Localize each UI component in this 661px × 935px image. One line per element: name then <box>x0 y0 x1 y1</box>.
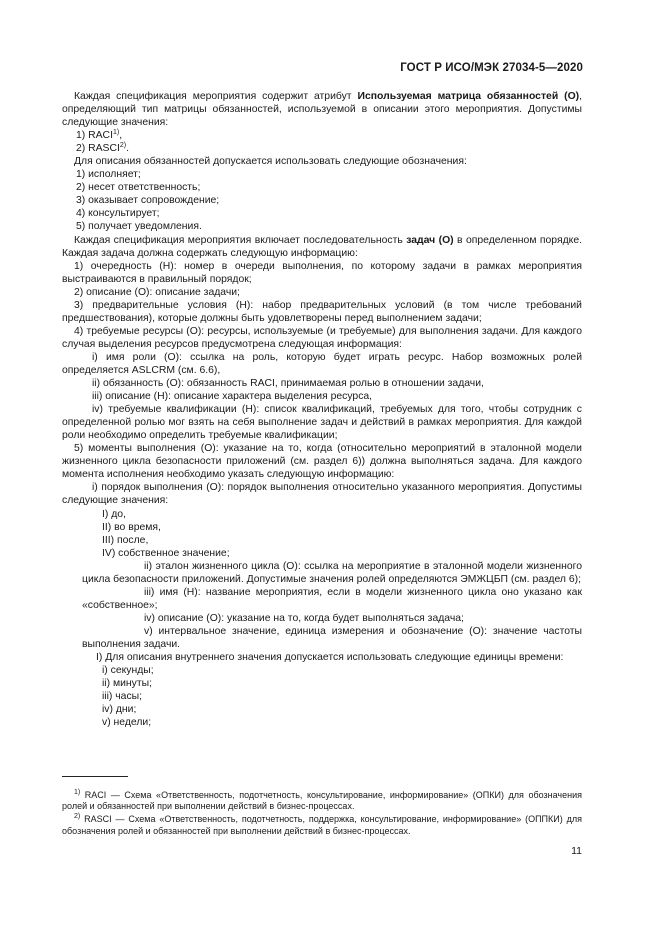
list-item: 3) оказывает сопровождение; <box>76 195 220 207</box>
list-item: iv) дни; <box>102 704 137 716</box>
list-item: v) недели; <box>102 717 152 729</box>
list-item: 2) RASCI$^{2)}$. <box>76 142 130 155</box>
list-item: 1) исполняет; <box>76 169 141 181</box>
list-item: 2) описание (О): описание задачи; <box>74 286 240 298</box>
paragraph-tasks: Каждая спецификация мероприятия включает последовательность задач (О) в определенном порядке. Каждая задача должна содержать следующую информацию: <box>62 234 582 259</box>
footnotes <box>62 790 582 839</box>
list-item: i) имя роли (О): ссылка на роль, которую будет играть ресурс. Набор возможных ролей определяется ASLCRM (см. 6.6), <box>62 351 582 376</box>
list-item: iv) описание (О): указание на то, когда будет выполняться задача; <box>144 612 464 624</box>
footnote-ref: 2) <box>119 142 127 150</box>
footnote: $^{2)}$ RASCI — Схема «Ответственность, подотчетность, поддержка, консультирование, информирование» (ОППКИ) для обозначения ролей и обязанностей при выполнении действий в бизнес-процессах. <box>62 813 582 836</box>
list-item: II) во время, <box>102 521 161 533</box>
list-item: iv) требуемые квалификации (Н): список квалификаций, требуемых для того, чтобы сотрудник с определенной ролью мог взять на себя выполнение задач и действий в рамках мероприятия. Для каждой роли необходимо определить требуемые квалификации; <box>62 404 582 442</box>
list-item: ii) минуты; <box>102 678 152 690</box>
footnote-ref: 1) <box>112 129 120 137</box>
list-item: v) интервальное значение, единица измерения и обозначение (О): значение частоты выполнения задачи. <box>82 625 582 650</box>
list-item: iii) имя (Н): название мероприятия, если в модели жизненного цикла оно указано как «собственное»; <box>82 586 582 611</box>
list-item: 5) получает уведомления. <box>76 221 202 233</box>
footnote-mark: 2) <box>74 813 81 821</box>
list-item: I) до, <box>102 508 126 520</box>
list-item: 1) очередность (Н): номер в очереди выполнения, по которому задачи в рамках мероприятия выстраиваются в правильный порядок; <box>62 260 582 285</box>
paragraph-designations: Для описания обязанностей допускается использовать следующие обозначения: <box>74 156 467 168</box>
footnote-divider <box>62 776 128 777</box>
attribute-name: задач (О) <box>406 234 454 246</box>
list-item: 3) предварительные условия (Н): набор предварительных условий (в том числе требований предшествования), которые должны быть удовлетворены перед выполнением задачи; <box>62 299 582 324</box>
body-text <box>62 90 582 729</box>
page-number: 11 <box>571 845 582 857</box>
list-item: i) порядок выполнения (О): порядок выполнения относительно указанного мероприятия. Допустимы следующие значения: <box>62 482 582 507</box>
attribute-name: Используемая матрица обязанностей (О) <box>357 91 580 102</box>
list-item: ii) обязанность (О): обязанность RACI, принимаемая ролью в отношении задачи, <box>92 378 484 390</box>
list-item: 1) RACI$^{1)}$, <box>76 129 123 142</box>
paragraph-units: I) Для описания внутреннего значения допускается использовать следующие единицы времени: <box>96 652 564 664</box>
list-item: iii) описание (Н): описание характера выделения ресурса, <box>92 391 373 403</box>
footnote: $^{1)}$ RACI — Схема «Ответственность, подотчетность, консультирование, информирование» (ОПКИ) для обозначения ролей и обязанностей при выполнении действий в бизнес-процессах. <box>62 789 582 812</box>
list-item: 2) несет ответственность; <box>76 182 201 194</box>
list-item: ii) эталон жизненного цикла (О): ссылка на мероприятие в эталонной модели жизненного цикла безопасности приложений. Допустимые значения ролей определяются ЭМЖЦБП (см. раздел 6); <box>82 560 582 585</box>
list-item: IV) собственное значение; <box>102 547 230 559</box>
list-item: 4) требуемые ресурсы (О): ресурсы, используемые (и требуемые) для выполнения задачи. Для каждого случая выделения ресурсов предусмотрена следующая информация: <box>62 325 582 350</box>
paragraph-matrix: Каждая спецификация мероприятия содержит атрибут Используемая матрица обязанностей (О), определяющий тип матрицы обязанностей, используемой в описании этого мероприятия. Допустимы следующие значения: <box>62 91 582 129</box>
list-item: III) после, <box>102 534 149 546</box>
paragraph-moments: 5) моменты выполнения (О): указание на то, когда (относительно мероприятий в эталонной модели жизненного цикла безопасности приложений (см. раздел 6)) должна выполняться задача. Для каждого момента исполнения необходимо указать следующую информацию: <box>62 443 582 481</box>
footnote-mark: 1) <box>74 789 81 796</box>
list-item: i) секунды; <box>102 665 154 677</box>
list-item: 4) консультирует; <box>76 208 160 220</box>
standard-header: ГОСТ Р ИСО/МЭК 27034-5—2020 <box>400 62 583 74</box>
list-item: iii) часы; <box>102 691 143 703</box>
